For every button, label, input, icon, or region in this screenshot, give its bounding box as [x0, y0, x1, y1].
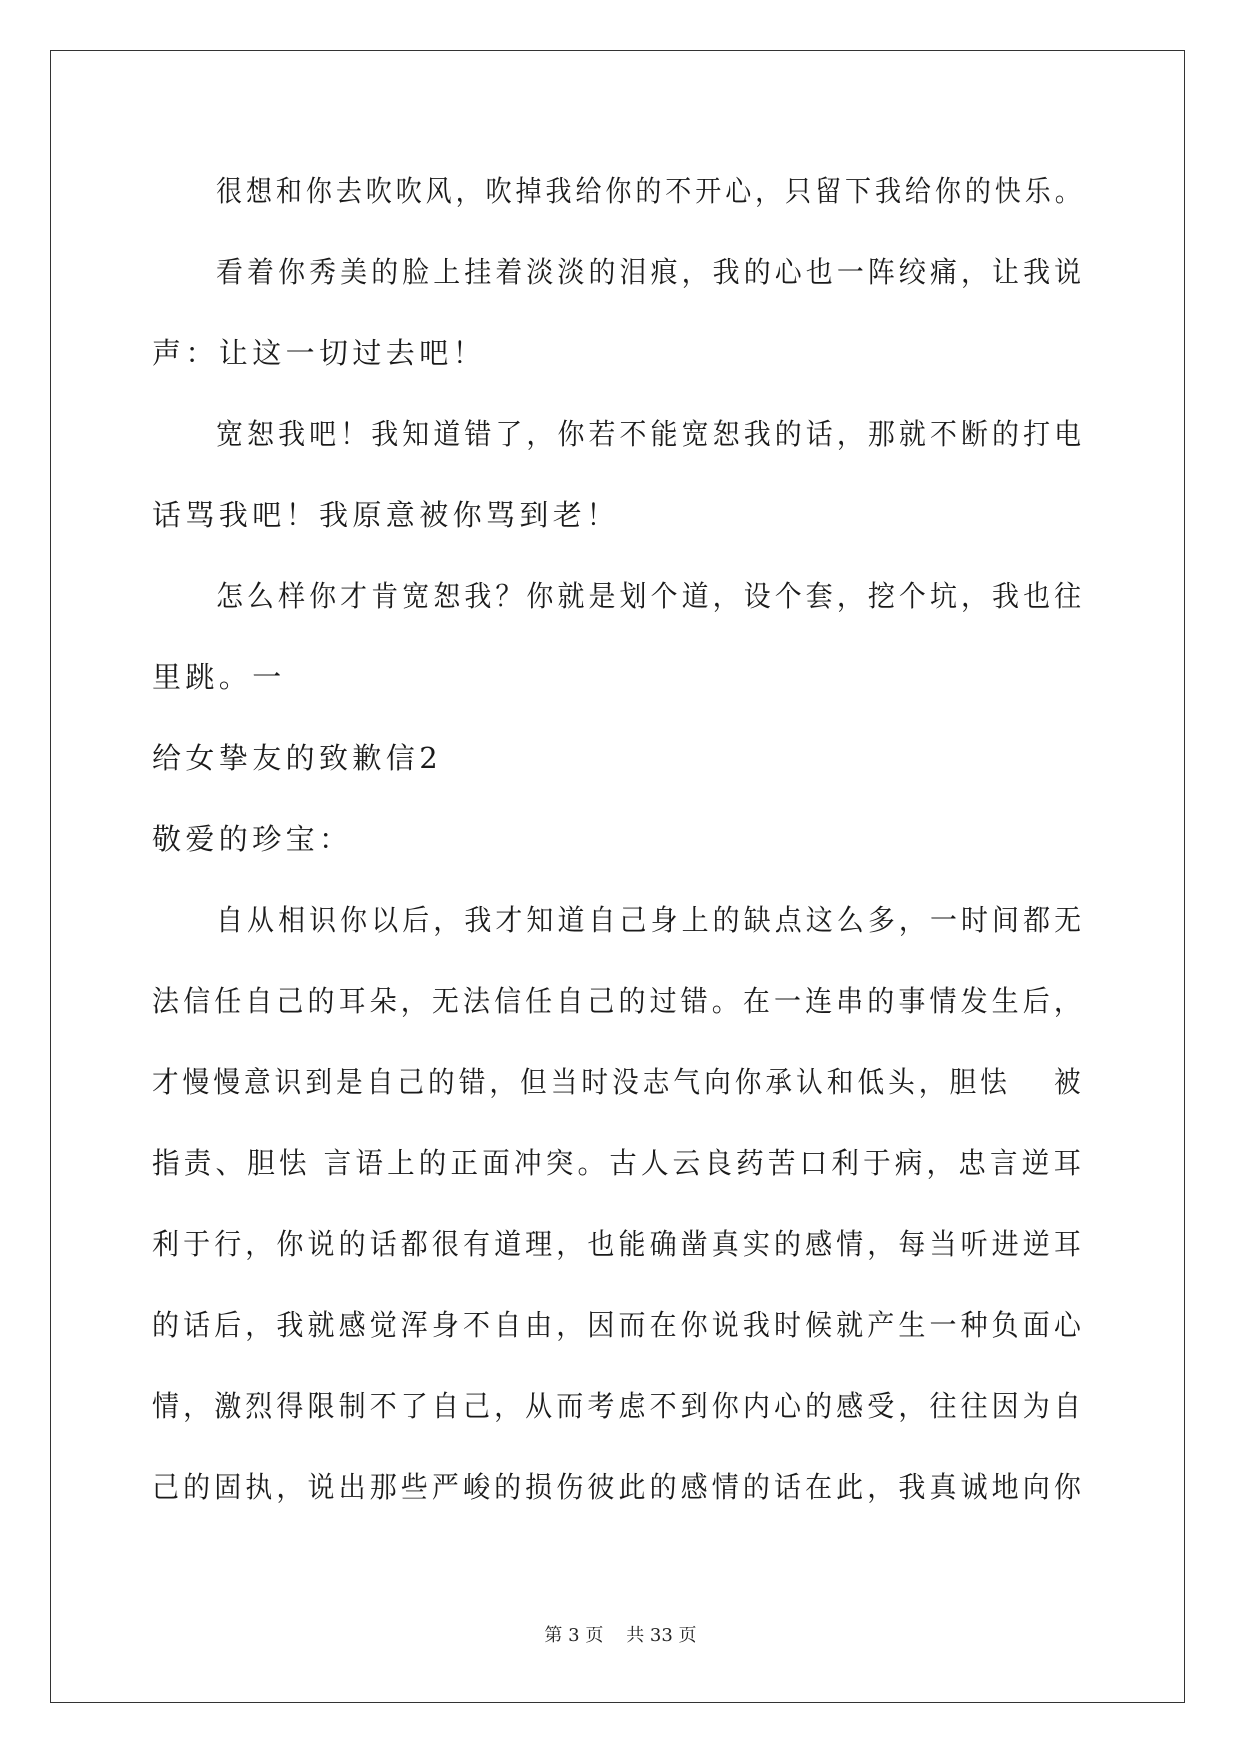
salutation: 敬爱的珍宝：: [152, 822, 353, 856]
paragraph-line: 自从相识你以后，我才知道自己身上的缺点这么多，一时间都无: [216, 903, 1086, 937]
paragraph-line: 的话后，我就感觉浑身不自由，因而在你说我时候就产生一种负面心: [152, 1308, 1085, 1342]
paragraph-line: 利于行，你说的话都很有道理，也能确凿真实的感情，每当听进逆耳: [152, 1227, 1085, 1261]
paragraph-line: 情，激烈得限制不了自己，从而考虑不到你内心的感受，往往因为自: [152, 1389, 1085, 1423]
paragraph-line: 指责、胆怯 言语上的正面冲突。古人云良药苦口利于病，忠言逆耳: [152, 1146, 1086, 1180]
paragraph-line: 己的固执，说出那些严峻的损伤彼此的感情的话在此，我真诚地向你: [152, 1470, 1085, 1504]
page-border: [50, 50, 1185, 1703]
paragraph-line: 声：让这一切过去吧！: [152, 336, 487, 370]
page-footer: [0, 1621, 1241, 1647]
paragraph-line: 里跳。一: [152, 660, 286, 694]
paragraph-line: 很想和你去吹吹风，吹掉我给你的不开心，只留下我给你的快乐。: [216, 174, 1085, 208]
section-title: 给女挚友的致歉信2: [152, 741, 443, 775]
paragraph-line: 才慢慢意识到是自己的错，但当时没志气向你承认和低头，胆怯 被: [152, 1065, 1085, 1099]
paragraph-line: 宽恕我吧！我知道错了，你若不能宽恕我的话，那就不断的打电: [216, 417, 1086, 451]
page-number: 第 3 页 共 33 页: [544, 1625, 697, 1646]
paragraph-line: 怎么样你才肯宽恕我？你就是划个道，设个套，挖个坑，我也往: [216, 579, 1086, 613]
paragraph-line: 看着你秀美的脸上挂着淡淡的泪痕，我的心也一阵绞痛，让我说: [216, 255, 1086, 289]
paragraph-line: 话骂我吧！我原意被你骂到老！: [152, 498, 620, 532]
paragraph-line: 法信任自己的耳朵，无法信任自己的过错。在一连串的事情发生后，: [152, 984, 1085, 1018]
